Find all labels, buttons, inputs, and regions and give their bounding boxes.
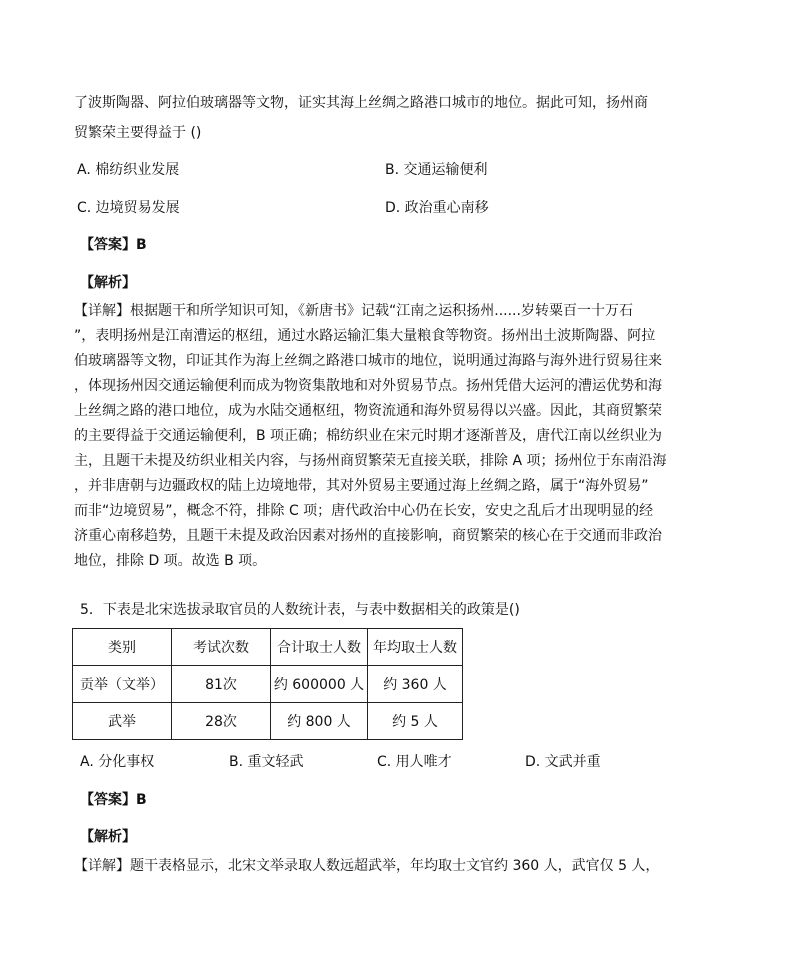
q4-analysis-line-1: 【详解】根据题干和所学知识可知，《新唐书》记载“江南之运积扬州......岁转粟百一十万石: [74, 303, 633, 319]
q4-answer: 【答案】B: [80, 237, 147, 253]
q5-option-b: B. 重文轻武: [229, 754, 304, 770]
q4-analysis-line-6: 的主要得益于交通运输便利，B 项正确；棉纺织业在宋元时期才逐渐普及，唐代江南以丝织业为: [74, 428, 663, 444]
table-cell: 约 600000 人: [271, 666, 368, 703]
table-cell: 贡举（文举）: [73, 666, 172, 703]
table-header-cell: 类别: [73, 629, 172, 666]
q5-analysis-line-1: 【详解】题干表格显示，北宋文举录取人数远超武举，年均取士文官约 360 人，武官仅 5 人，: [74, 858, 660, 874]
table-cell: 81次: [172, 666, 271, 703]
q5-stem: 5．下表是北宋选拔录取官员的人数统计表，与表中数据相关的政策是(): [80, 602, 520, 618]
q4-option-b: B. 交通运输便利: [385, 162, 488, 178]
q5-analysis-title: 【解析】: [80, 829, 136, 845]
q4-analysis-line-5: 上丝绸之路的港口地位，成为水陆交通枢纽，物资流通和海外贸易得以兴盛。因此，其商贸繁荣: [74, 403, 662, 419]
q4-analysis-line-2: ”，表明扬州是江南漕运的枢纽，通过水路运输汇集大量粮食等物资。扬州出土波斯陶器、阿拉: [74, 328, 656, 344]
q4-option-c: C. 边境贸易发展: [77, 200, 180, 216]
q5-answer: 【答案】B: [80, 792, 147, 808]
table-row: [73, 703, 463, 740]
q4-analysis-line-9: 而非“边境贸易”，概念不符，排除 C 项；唐代政治中心仍在长安，安史之乱后才出现明显的经: [74, 503, 654, 519]
q4-analysis-line-10: 济重心南移趋势，且题干未提及政治因素对扬州的直接影响，商贸繁荣的核心在于交通而非政治: [74, 528, 662, 544]
q5-stats-table: [72, 628, 463, 740]
q4-analysis-line-4: ，体现扬州因交通运输便利而成为物资集散地和对外贸易节点。扬州凭借大运河的漕运优势和海: [74, 378, 662, 394]
q4-stem-line-2: 贸繁荣主要得益于 (): [74, 125, 202, 141]
table-cell: 约 360 人: [368, 666, 463, 703]
q4-option-d: D. 政治重心南移: [385, 200, 489, 216]
q5-option-c: C. 用人唯才: [377, 754, 452, 770]
q4-option-a: A. 棉纺织业发展: [77, 162, 180, 178]
table-cell: 28次: [172, 703, 271, 740]
q4-analysis-line-7: 主，且题干未提及纺织业相关内容，与扬州商贸繁荣无直接关联，排除 A 项；扬州位于东南沿海: [74, 453, 667, 469]
table-cell: 约 5 人: [368, 703, 463, 740]
table-header-cell: 年均取士人数: [368, 629, 463, 666]
q4-analysis-line-3: 伯玻璃器等文物，印证其作为海上丝绸之路港口城市的地位，说明通过海路与海外进行贸易往来: [74, 353, 662, 369]
table-cell: 约 800 人: [271, 703, 368, 740]
table-cell: 武举: [73, 703, 172, 740]
q5-option-d: D. 文武并重: [525, 754, 601, 770]
table-header-row: [73, 629, 463, 666]
table-row: [73, 666, 463, 703]
q4-stem-line-1: 了波斯陶器、阿拉伯玻璃器等文物，证实其海上丝绸之路港口城市的地位。据此可知，扬州商: [74, 95, 648, 111]
table-header-cell: 考试次数: [172, 629, 271, 666]
table-header-cell: 合计取士人数: [271, 629, 368, 666]
q4-analysis-line-11: 地位，排除 D 项。故选 B 项。: [74, 553, 267, 569]
q4-analysis-title: 【解析】: [80, 275, 136, 291]
q4-analysis-line-8: ，并非唐朝与边疆政权的陆上边境地带，其对外贸易主要通过海上丝绸之路，属于“海外贸易”: [74, 478, 649, 494]
q5-option-a: A. 分化事权: [80, 754, 155, 770]
